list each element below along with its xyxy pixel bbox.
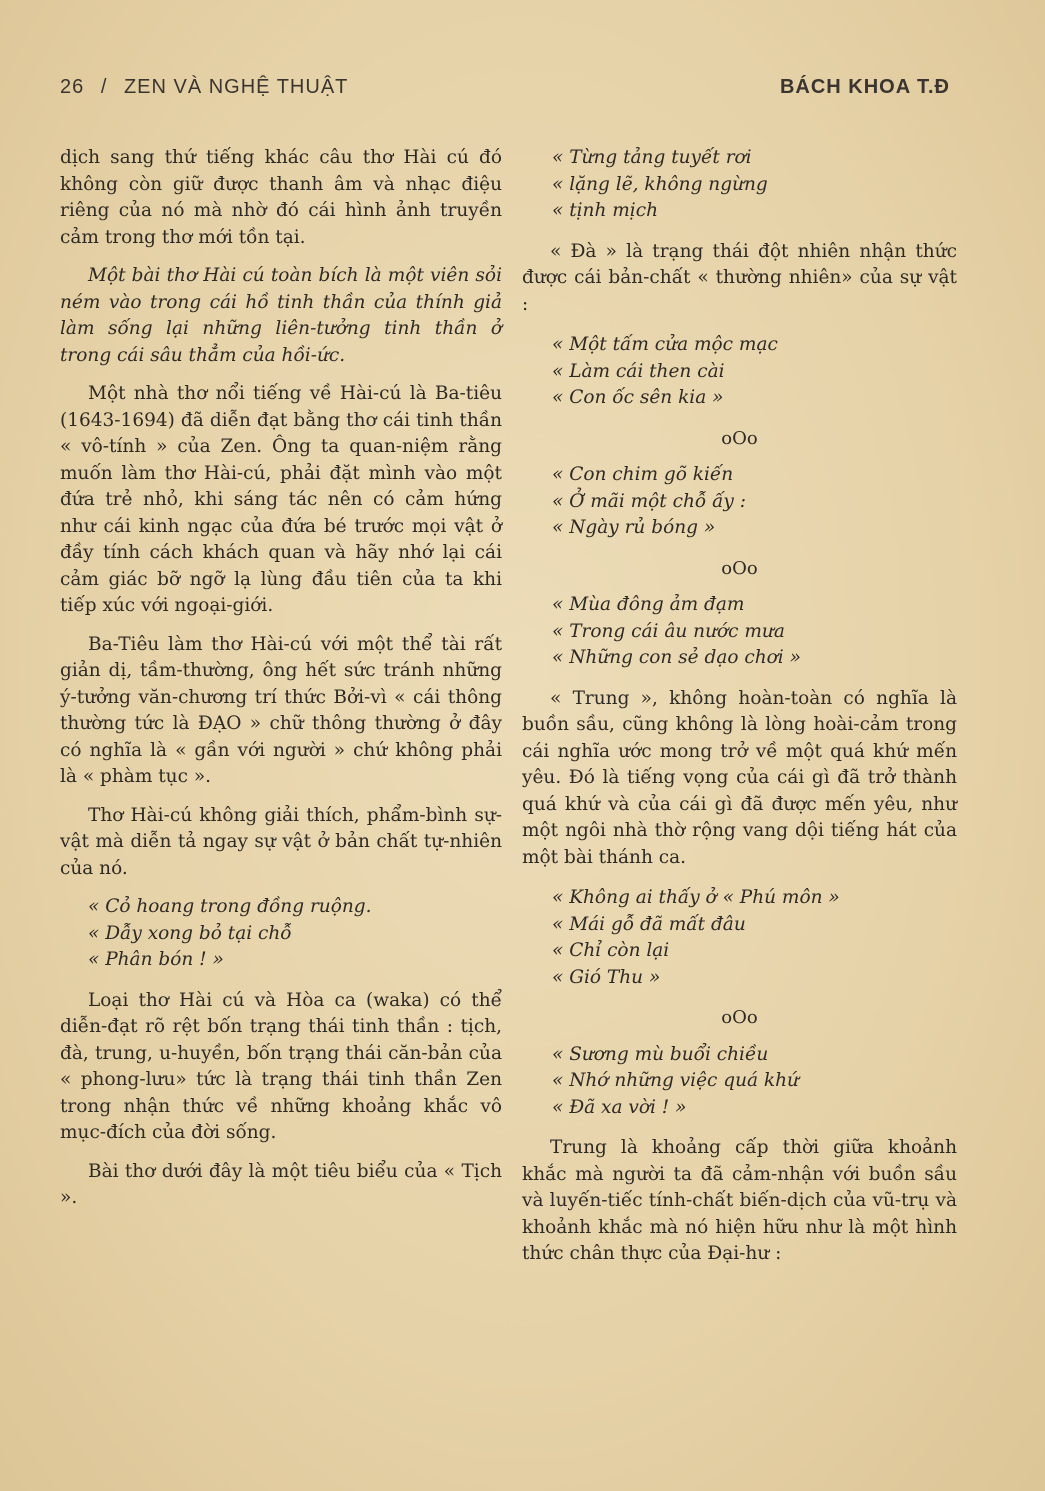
verse-line: « Con ốc sên kia »: [552, 387, 724, 408]
verse-separator: oOo: [721, 427, 758, 449]
paragraph: Thơ Hài-cú không giải thích, phẩm-bình sự-vật mà diễn tả ngay sự vật ở bản chất tự-nhiên của nó.: [60, 804, 502, 879]
verse-line: « Từng tảng tuyết rơi: [552, 147, 752, 168]
verse-line: « Chỉ còn lại: [552, 940, 670, 961]
verse-line: « Không ai thấy ở « Phú môn »: [552, 887, 840, 908]
verse-line: « tịnh mịch: [552, 200, 658, 221]
haiku-verse: [552, 332, 957, 412]
italic-paragraph: Một bài thơ Hài cú toàn bích là một viên sỏi ném vào trong cái hồ tinh thần của thính giả làm sống lại những liên-tưởng tinh thần ở trong cái sâu thẳm của hồi-ức.: [60, 265, 502, 366]
haiku-verse: [552, 885, 957, 991]
verse-line: « Mùa đông ảm đạm: [552, 594, 745, 615]
paragraph: Loại thơ Hài cú và Hòa ca (waka) có thể diễn-đạt rõ rệt bốn trạng thái tinh thần : tịch, đà, trung, u-huyền, bốn trạng thái căn-bản của « phong-lưu» tức là trạng thái tinh thần Zen trong nhận thức về những khoảng khắc vô mục-đích của đời sống.: [60, 989, 502, 1143]
verse-line: « Phân bón ! »: [88, 949, 224, 970]
haiku-verse: [552, 1042, 957, 1122]
paragraph: « Trung », không hoàn-toàn có nghĩa là buồn sầu, cũng không là lòng hoài-cảm trong cái nghĩa ước mong trở về một quá khứ mến yêu. Đó là tiếng vọng của cái gì đã trở thành quá khứ và của cái gì đã được mến yêu, như một ngôi nhà thờ rộng vang dội tiếng hát của một bài thánh ca.: [522, 687, 957, 868]
paragraph: « Đà » là trạng thái đột nhiên nhận thức được cái bản-chất « thường nhiên» của sự vật :: [522, 240, 957, 315]
verse-line: « Cỏ hoang trong đồng ruộng.: [88, 896, 372, 917]
paragraph: Một nhà thơ nổi tiếng về Hài-cú là Ba-tiêu (1643-1694) đã diễn đạt bằng thơ cái tinh thần « vô-tính » của Zen. Ông ta quan-niệm rằng muốn làm thơ Hài-cú, phải đặt mình vào một đứa trẻ nhỏ, khi sáng tác nên có cảm hứng như cái kinh ngạc của đứa bé trước mọi vật ở đầy tính cách khách quan và hãy nhớ lại cái cảm giác bỡ ngỡ lạ lùng đầu tiên của ta khi tiếp xúc với ngoại-giới.: [60, 383, 502, 616]
page-number: 26: [60, 76, 85, 98]
verse-line: « Làm cái then cài: [552, 360, 725, 382]
verse-line: « Những con sẻ dạo chơi »: [552, 647, 801, 668]
section-title: ZEN VÀ NGHỆ THUẬT: [123, 76, 349, 98]
haiku-verse: [552, 592, 957, 672]
verse-separator: oOo: [721, 557, 758, 579]
verse-line: « Nhớ những việc quá khứ: [552, 1070, 799, 1091]
publication-title: BÁCH KHOA T.Đ: [779, 76, 950, 98]
verse-line: « Dẫy xong bỏ tại chỗ: [88, 922, 292, 944]
header-divider: /: [100, 76, 108, 98]
verse-line: « lặng lẽ, không ngừng: [552, 173, 768, 195]
verse-line: « Đã xa vời ! »: [552, 1096, 687, 1118]
verse-line: « Ngày rủ bóng »: [552, 517, 716, 538]
paragraph: Bài thơ dưới đây là một tiêu biểu của « Tịch ».: [60, 1160, 502, 1208]
verse-separator: oOo: [721, 1007, 758, 1028]
haiku-verse: [88, 894, 502, 974]
right-column: [522, 145, 957, 1282]
verse-line: « Gió Thu »: [552, 966, 661, 988]
verse-line: « Sương mù buổi chiều: [552, 1043, 769, 1065]
page-header: [60, 76, 950, 108]
haiku-verse: [552, 462, 957, 542]
verse-line: « Một tấm cửa mộc mạc: [552, 334, 778, 355]
paragraph: Trung là khoảng cấp thời giữa khoảnh khắc mà người ta đã cảm-nhận với buồn sầu và luyến-tiếc tính-chất biến-dịch của vũ-trụ và khoảnh khắc mà nó hiện hữu như là một hình thức chân thực của Đại-hư :: [522, 1137, 957, 1264]
paragraph: dịch sang thứ tiếng khác câu thơ Hài cú đó không còn giữ được thanh âm và nhạc điệu riêng của nó mà nhờ đó cái hình ảnh truyền cảm trong thơ mới tồn tại.: [60, 147, 502, 248]
verse-line: « Ở mãi một chỗ ấy :: [552, 490, 746, 512]
haiku-verse: [552, 145, 957, 225]
left-column: [60, 145, 502, 1224]
verse-line: « Mái gỗ đã mất đâu: [552, 913, 746, 935]
verse-line: « Trong cái âu nước mưa: [552, 620, 785, 642]
header-left: [60, 76, 358, 99]
verse-line: « Con chim gõ kiến: [552, 464, 734, 485]
paragraph: Ba-Tiêu làm thơ Hài-cú với một thể tài rất giản dị, tầm-thường, ông hết sức tránh những ý-tưởng văn-chương trí thức Bởi-vì « cái thông thường tức là ĐẠO » chữ thông thường ở đây có nghĩa là « gần với người » chứ không phải là « phàm tục ».: [60, 633, 502, 787]
